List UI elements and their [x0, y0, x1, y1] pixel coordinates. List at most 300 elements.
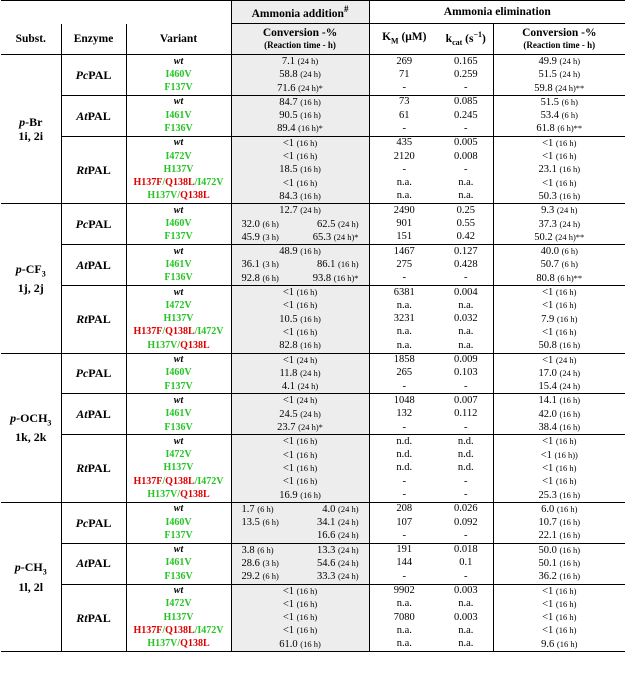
elimination-number: <1: [542, 436, 554, 448]
enzyme-label: RtPAL: [76, 461, 111, 476]
km-value: [369, 353, 439, 367]
addition-conversion: [231, 163, 369, 176]
km: 107: [396, 516, 413, 528]
kcat-value: [439, 95, 493, 109]
table-row: [1, 55, 625, 69]
km: 1858: [393, 354, 415, 366]
kcat: n.a.: [458, 299, 474, 311]
header-blank: [1, 1, 231, 24]
elimination-time: (16 h): [556, 313, 578, 324]
pal-conversion-table: [1, 0, 625, 652]
kcat-value: [439, 611, 493, 624]
addition-conversion: [231, 231, 369, 245]
elimination-time: (16 h): [555, 598, 577, 609]
addition-number: 84.7: [279, 96, 298, 108]
kcat-value: [439, 584, 493, 598]
variant: [126, 435, 231, 449]
km: 132: [396, 408, 413, 420]
enzyme-label: PcPAL: [75, 366, 112, 381]
addition-number: 7.1: [281, 56, 295, 67]
variant-separator: /: [162, 475, 166, 487]
elimination-time: (16 h): [555, 287, 577, 298]
addition-time: (24 h): [300, 408, 321, 419]
addition-conversion: [231, 82, 369, 96]
elimination-time: (24 h): [555, 354, 577, 365]
kcat-value: [439, 529, 493, 543]
elimination-number: 50.8: [538, 340, 557, 352]
addition-conversion: [231, 339, 369, 353]
elimination-number: 40.0: [540, 246, 560, 258]
variant-mutation: F137V: [164, 529, 193, 541]
addition-number: 45.9: [241, 231, 260, 243]
kcat: 0.103: [453, 367, 478, 379]
addition-number: 34.1: [316, 517, 336, 529]
addition-conversion: [231, 611, 369, 624]
addition-number: 33.3: [316, 571, 336, 583]
addition-number: 10.5: [279, 313, 298, 325]
variant: [126, 313, 231, 326]
addition-number: <1: [282, 354, 295, 366]
kcat: 0.55: [456, 218, 475, 230]
kcat: 0.018: [453, 544, 478, 556]
kcat-value: [439, 516, 493, 529]
elimination-number: 50.3: [538, 190, 557, 202]
kcat-value: [439, 177, 493, 190]
variant: [126, 462, 231, 475]
km: -: [402, 163, 407, 175]
addition-time: (24 h)*: [298, 422, 323, 433]
header-elim-conversion: Conversion -% (Reaction time - h): [522, 26, 597, 50]
addition-time: (16 h): [296, 598, 318, 609]
addition-value: [242, 503, 274, 516]
kcat: 0.003: [453, 611, 478, 623]
kcat-value: [439, 408, 493, 421]
addition-time: (24 h)*: [298, 82, 323, 93]
elimination-number: 36.2: [538, 571, 557, 583]
elimination-conversion: [493, 489, 625, 503]
addition-number: 58.8: [279, 69, 298, 81]
kcat: n.a.: [458, 190, 474, 202]
elimination-conversion: [493, 68, 625, 81]
elimination-time: (24 h): [559, 381, 581, 392]
elimination-conversion: [493, 258, 625, 271]
variant-mutation: Q138L: [180, 339, 210, 351]
addition-time: (6 h): [262, 517, 279, 528]
variant-wt: wt: [173, 394, 184, 406]
elimination-conversion: [493, 109, 625, 122]
addition-time: (16 h): [296, 151, 318, 162]
km: 191: [396, 544, 413, 556]
km: n.d.: [396, 449, 413, 461]
substrate-ids: 1j, 2j: [17, 281, 44, 296]
kcat-value: [439, 557, 493, 570]
variant: [126, 638, 231, 652]
addition-time: (16 h): [296, 585, 318, 596]
addition-conversion: [231, 462, 369, 475]
variant: [126, 394, 231, 408]
enzyme-name: [61, 353, 126, 394]
addition-time: (24 h): [296, 395, 318, 406]
addition-conversion: [231, 489, 369, 503]
kcat: 0.112: [454, 408, 478, 420]
km: n.a.: [396, 177, 412, 189]
variant-mutation: F136V: [164, 272, 193, 284]
kcat: 0.259: [453, 68, 478, 80]
variant: [126, 611, 231, 624]
kcat: -: [464, 82, 468, 94]
table-row: [1, 543, 625, 557]
addition-time: (16 h): [296, 625, 318, 636]
addition-number: 82.8: [279, 340, 298, 352]
elimination-time: (16 h): [555, 462, 577, 473]
kcat-value: [439, 475, 493, 488]
addition-number: <1: [282, 462, 295, 474]
kcat-value: [439, 449, 493, 462]
elimination-conversion: [493, 136, 625, 150]
km-value: [369, 584, 439, 598]
elimination-conversion: [493, 231, 625, 245]
addition-number: 32.0: [241, 218, 260, 230]
elimination-conversion: [493, 598, 625, 611]
enzyme-label: RtPAL: [76, 312, 111, 327]
addition-conversion: [231, 529, 369, 543]
elimination-time: (16 h): [555, 137, 577, 148]
enzyme-name: [61, 95, 126, 136]
km-value: [369, 245, 439, 259]
kcat: 0.003: [453, 585, 478, 597]
km: -: [402, 380, 407, 392]
kcat: 0.092: [453, 516, 478, 528]
addition-time: (16 h): [296, 612, 318, 623]
km: -: [402, 82, 407, 94]
variant-mutation: Q138L: [180, 489, 210, 500]
variant-mutation: I472V: [165, 150, 192, 162]
addition-time: (16 h): [296, 449, 318, 460]
variant: [126, 598, 231, 611]
elimination-time: (24 h)**: [555, 82, 585, 93]
elimination-time: (16 h): [559, 395, 581, 406]
km-value: [369, 204, 439, 218]
elimination-number: 37.3: [538, 218, 557, 230]
elimination-number: <1: [542, 585, 554, 597]
km: 1467: [393, 245, 415, 257]
kcat: 0.245: [453, 109, 478, 121]
km-value: [369, 394, 439, 408]
table-row: [1, 245, 625, 259]
km: n.a.: [396, 339, 412, 351]
addition-number: 11.8: [279, 367, 298, 379]
kcat: n.a.: [458, 624, 474, 636]
km-value: [369, 502, 439, 516]
km: 144: [396, 557, 413, 569]
kcat-value: [439, 394, 493, 408]
addition-value: [242, 218, 279, 231]
km-value: [369, 299, 439, 312]
elimination-conversion: [493, 82, 625, 96]
elimination-conversion: [493, 150, 625, 163]
elimination-number: 53.4: [540, 110, 560, 122]
elimination-number: <1: [542, 326, 554, 338]
km: 2490: [393, 204, 415, 216]
variant: [126, 570, 231, 584]
elimination-conversion: [493, 326, 625, 339]
variant: [126, 95, 231, 109]
elimination-conversion: [493, 475, 625, 488]
kcat-value: [439, 326, 493, 339]
variant-mutation: I472V: [165, 598, 192, 610]
enzyme-label: AtPAL: [76, 556, 111, 571]
enzyme-name: [61, 245, 126, 286]
kcat: 0.1: [459, 557, 473, 569]
kcat-value: [439, 313, 493, 326]
addition-conversion: [231, 272, 369, 286]
elimination-number: 50.7: [540, 259, 560, 271]
elimination-number: 10.7: [538, 517, 557, 529]
variant-mutation: I472V: [165, 449, 192, 461]
km: -: [402, 529, 407, 541]
addition-time: (24 h)*: [333, 231, 359, 242]
variant-mutation: Q138L: [165, 624, 195, 636]
addition-time: (24 h): [337, 571, 359, 582]
elimination-number: 38.4: [538, 422, 557, 434]
header-variant: Variant: [126, 24, 231, 55]
addition-time: (24 h): [297, 381, 319, 392]
addition-value: [317, 258, 359, 271]
addition-number: <1: [282, 436, 295, 448]
addition-conversion: [231, 245, 369, 259]
addition-number: 89.4: [277, 123, 296, 135]
km: 208: [396, 503, 413, 515]
variant-wt: wt: [173, 503, 184, 515]
km: 1048: [393, 394, 415, 406]
addition-number: 18.5: [279, 164, 298, 176]
kcat-value: [439, 231, 493, 245]
addition-time: (16 h): [300, 110, 321, 121]
addition-time: (16 h): [300, 246, 321, 257]
addition-conversion: [231, 95, 369, 109]
variant-mutation: H137F: [133, 326, 163, 338]
elimination-number: 61.8: [536, 123, 555, 135]
km: -: [402, 421, 407, 433]
table-row: [1, 95, 625, 109]
kcat-value: [439, 136, 493, 150]
addition-time: (16 h): [300, 313, 321, 324]
substrate-ids: 1k, 2k: [15, 430, 47, 445]
addition-pair: [232, 529, 369, 542]
variant: [126, 55, 231, 69]
km-value: [369, 150, 439, 163]
variant-wt: wt: [173, 55, 184, 67]
kcat: -: [464, 122, 468, 134]
elimination-number: 17.0: [538, 367, 557, 379]
km-value: [369, 435, 439, 449]
kcat: 0.007: [453, 394, 478, 406]
kcat-value: [439, 353, 493, 367]
kcat-value: [439, 272, 493, 286]
elimination-conversion: [493, 163, 625, 176]
elimination-conversion: [493, 516, 625, 529]
km-value: [369, 611, 439, 624]
km: 6381: [393, 286, 415, 298]
elimination-number: 9.3: [541, 205, 555, 217]
km-value: [369, 339, 439, 353]
elimination-time: (16 h): [555, 625, 577, 636]
variant: [126, 529, 231, 543]
elimination-conversion: [493, 570, 625, 584]
elimination-conversion: [493, 353, 625, 367]
elimination-number: 42.0: [538, 408, 557, 420]
km-value: [369, 258, 439, 271]
addition-number: <1: [282, 612, 295, 624]
elimination-number: <1: [542, 598, 554, 610]
elimination-number: <1: [542, 300, 554, 312]
km: 3231: [393, 313, 415, 325]
elimination-conversion: [493, 286, 625, 300]
addition-time: (16 h): [296, 287, 318, 298]
addition-number: <1: [282, 137, 295, 149]
addition-time: (16 h)*: [298, 123, 323, 134]
addition-number: <1: [282, 395, 295, 407]
variant: [126, 624, 231, 637]
addition-conversion: [231, 326, 369, 339]
addition-value: [242, 231, 279, 244]
addition-value: [242, 272, 279, 285]
variant-mutation: I460V: [165, 367, 192, 379]
variant-mutation: Q138L: [165, 326, 195, 338]
addition-number: 4.1: [281, 381, 295, 393]
variant: [126, 516, 231, 529]
variant-mutation: I460V: [165, 218, 192, 230]
km: n.a.: [396, 299, 412, 311]
variant-mutation: H137F: [133, 624, 163, 636]
addition-value: [317, 544, 359, 557]
kcat-value: [439, 258, 493, 271]
addition-number: 36.1: [241, 259, 260, 271]
substrate-name: $p-CF_3$: [15, 261, 46, 279]
elimination-conversion: [493, 529, 625, 543]
table-row: [1, 204, 625, 218]
table-row: [1, 353, 625, 367]
elimination-conversion: [493, 449, 625, 462]
variant: [126, 449, 231, 462]
km-value: [369, 313, 439, 326]
enzyme-label: PcPAL: [75, 67, 112, 82]
addition-number: 4.0: [322, 503, 336, 515]
addition-time: (24 h): [337, 503, 359, 514]
elimination-number: <1: [542, 354, 554, 366]
km-value: [369, 449, 439, 462]
substrate-label: [1, 353, 61, 502]
elimination-time: (16 h): [555, 476, 577, 487]
variant-separator: /: [162, 624, 166, 636]
addition-time: (16 h): [296, 462, 318, 473]
kcat-value: [439, 109, 493, 122]
variant-mutation: H137V: [147, 339, 178, 351]
addition-conversion: [231, 394, 369, 408]
substrate-label: [1, 204, 61, 353]
addition-value: [317, 529, 359, 542]
km: n.a.: [396, 624, 412, 636]
addition-number: <1: [282, 177, 295, 189]
variant-wt: wt: [173, 204, 184, 216]
kcat: -: [464, 570, 468, 582]
elimination-time: (6 h)**: [557, 272, 583, 283]
addition-conversion: [231, 449, 369, 462]
km-value: [369, 163, 439, 176]
enzyme-name: [61, 394, 126, 435]
kcat-value: [439, 638, 493, 652]
km-value: [369, 122, 439, 136]
kcat: n.d.: [457, 449, 474, 461]
addition-conversion: [231, 502, 369, 516]
elimination-number: 51.5: [538, 69, 557, 81]
variant-mutation: F137V: [164, 82, 193, 94]
variant: [126, 218, 231, 231]
table-row: [1, 584, 625, 598]
variant: [126, 68, 231, 81]
kcat-value: [439, 245, 493, 259]
enzyme-label: PcPAL: [75, 217, 112, 232]
enzyme-name: [61, 584, 126, 651]
addition-conversion: [231, 190, 369, 204]
kcat: -: [464, 272, 468, 284]
kcat-value: [439, 380, 493, 394]
addition-value: [317, 557, 359, 570]
addition-pair: [232, 258, 369, 271]
kcat-value: [439, 339, 493, 353]
elimination-conversion: [493, 584, 625, 598]
addition-pair: [232, 503, 369, 516]
addition-conversion: [231, 598, 369, 611]
addition-conversion: [231, 543, 369, 557]
elimination-conversion: [493, 408, 625, 421]
addition-conversion: [231, 122, 369, 136]
header-row-2: [1, 24, 625, 55]
variant-separator: /: [177, 190, 181, 202]
elimination-number: 22.1: [538, 530, 557, 542]
variant: [126, 150, 231, 163]
elimination-number: 50.2: [534, 231, 553, 243]
addition-conversion: [231, 286, 369, 300]
kcat: 0.127: [453, 245, 478, 257]
variant-mutation: I472V: [197, 326, 224, 338]
addition-conversion: [231, 638, 369, 652]
kcat: 0.026: [453, 503, 478, 515]
elimination-number: <1: [542, 151, 554, 163]
variant: [126, 408, 231, 421]
kcat-value: [439, 218, 493, 231]
km: -: [402, 570, 407, 582]
elimination-conversion: [493, 245, 625, 259]
kcat: -: [464, 163, 468, 175]
kcat: 0.428: [453, 258, 478, 270]
enzyme-label: AtPAL: [76, 257, 111, 272]
elimination-time: (16 h): [556, 638, 578, 649]
variant-separator: /: [177, 339, 181, 351]
kcat: 0.085: [453, 96, 478, 108]
variant-separator: /: [162, 177, 166, 189]
variant: [126, 231, 231, 245]
elimination-time: (16 h): [559, 544, 581, 555]
elimination-conversion: [493, 299, 625, 312]
elimination-time: (16 h): [559, 571, 581, 582]
addition-pair: [232, 570, 369, 583]
addition-number: <1: [282, 300, 295, 312]
addition-number: 84.3: [279, 190, 298, 202]
elimination-conversion: [493, 462, 625, 475]
variant: [126, 190, 231, 204]
addition-time: (16 h): [300, 489, 321, 500]
